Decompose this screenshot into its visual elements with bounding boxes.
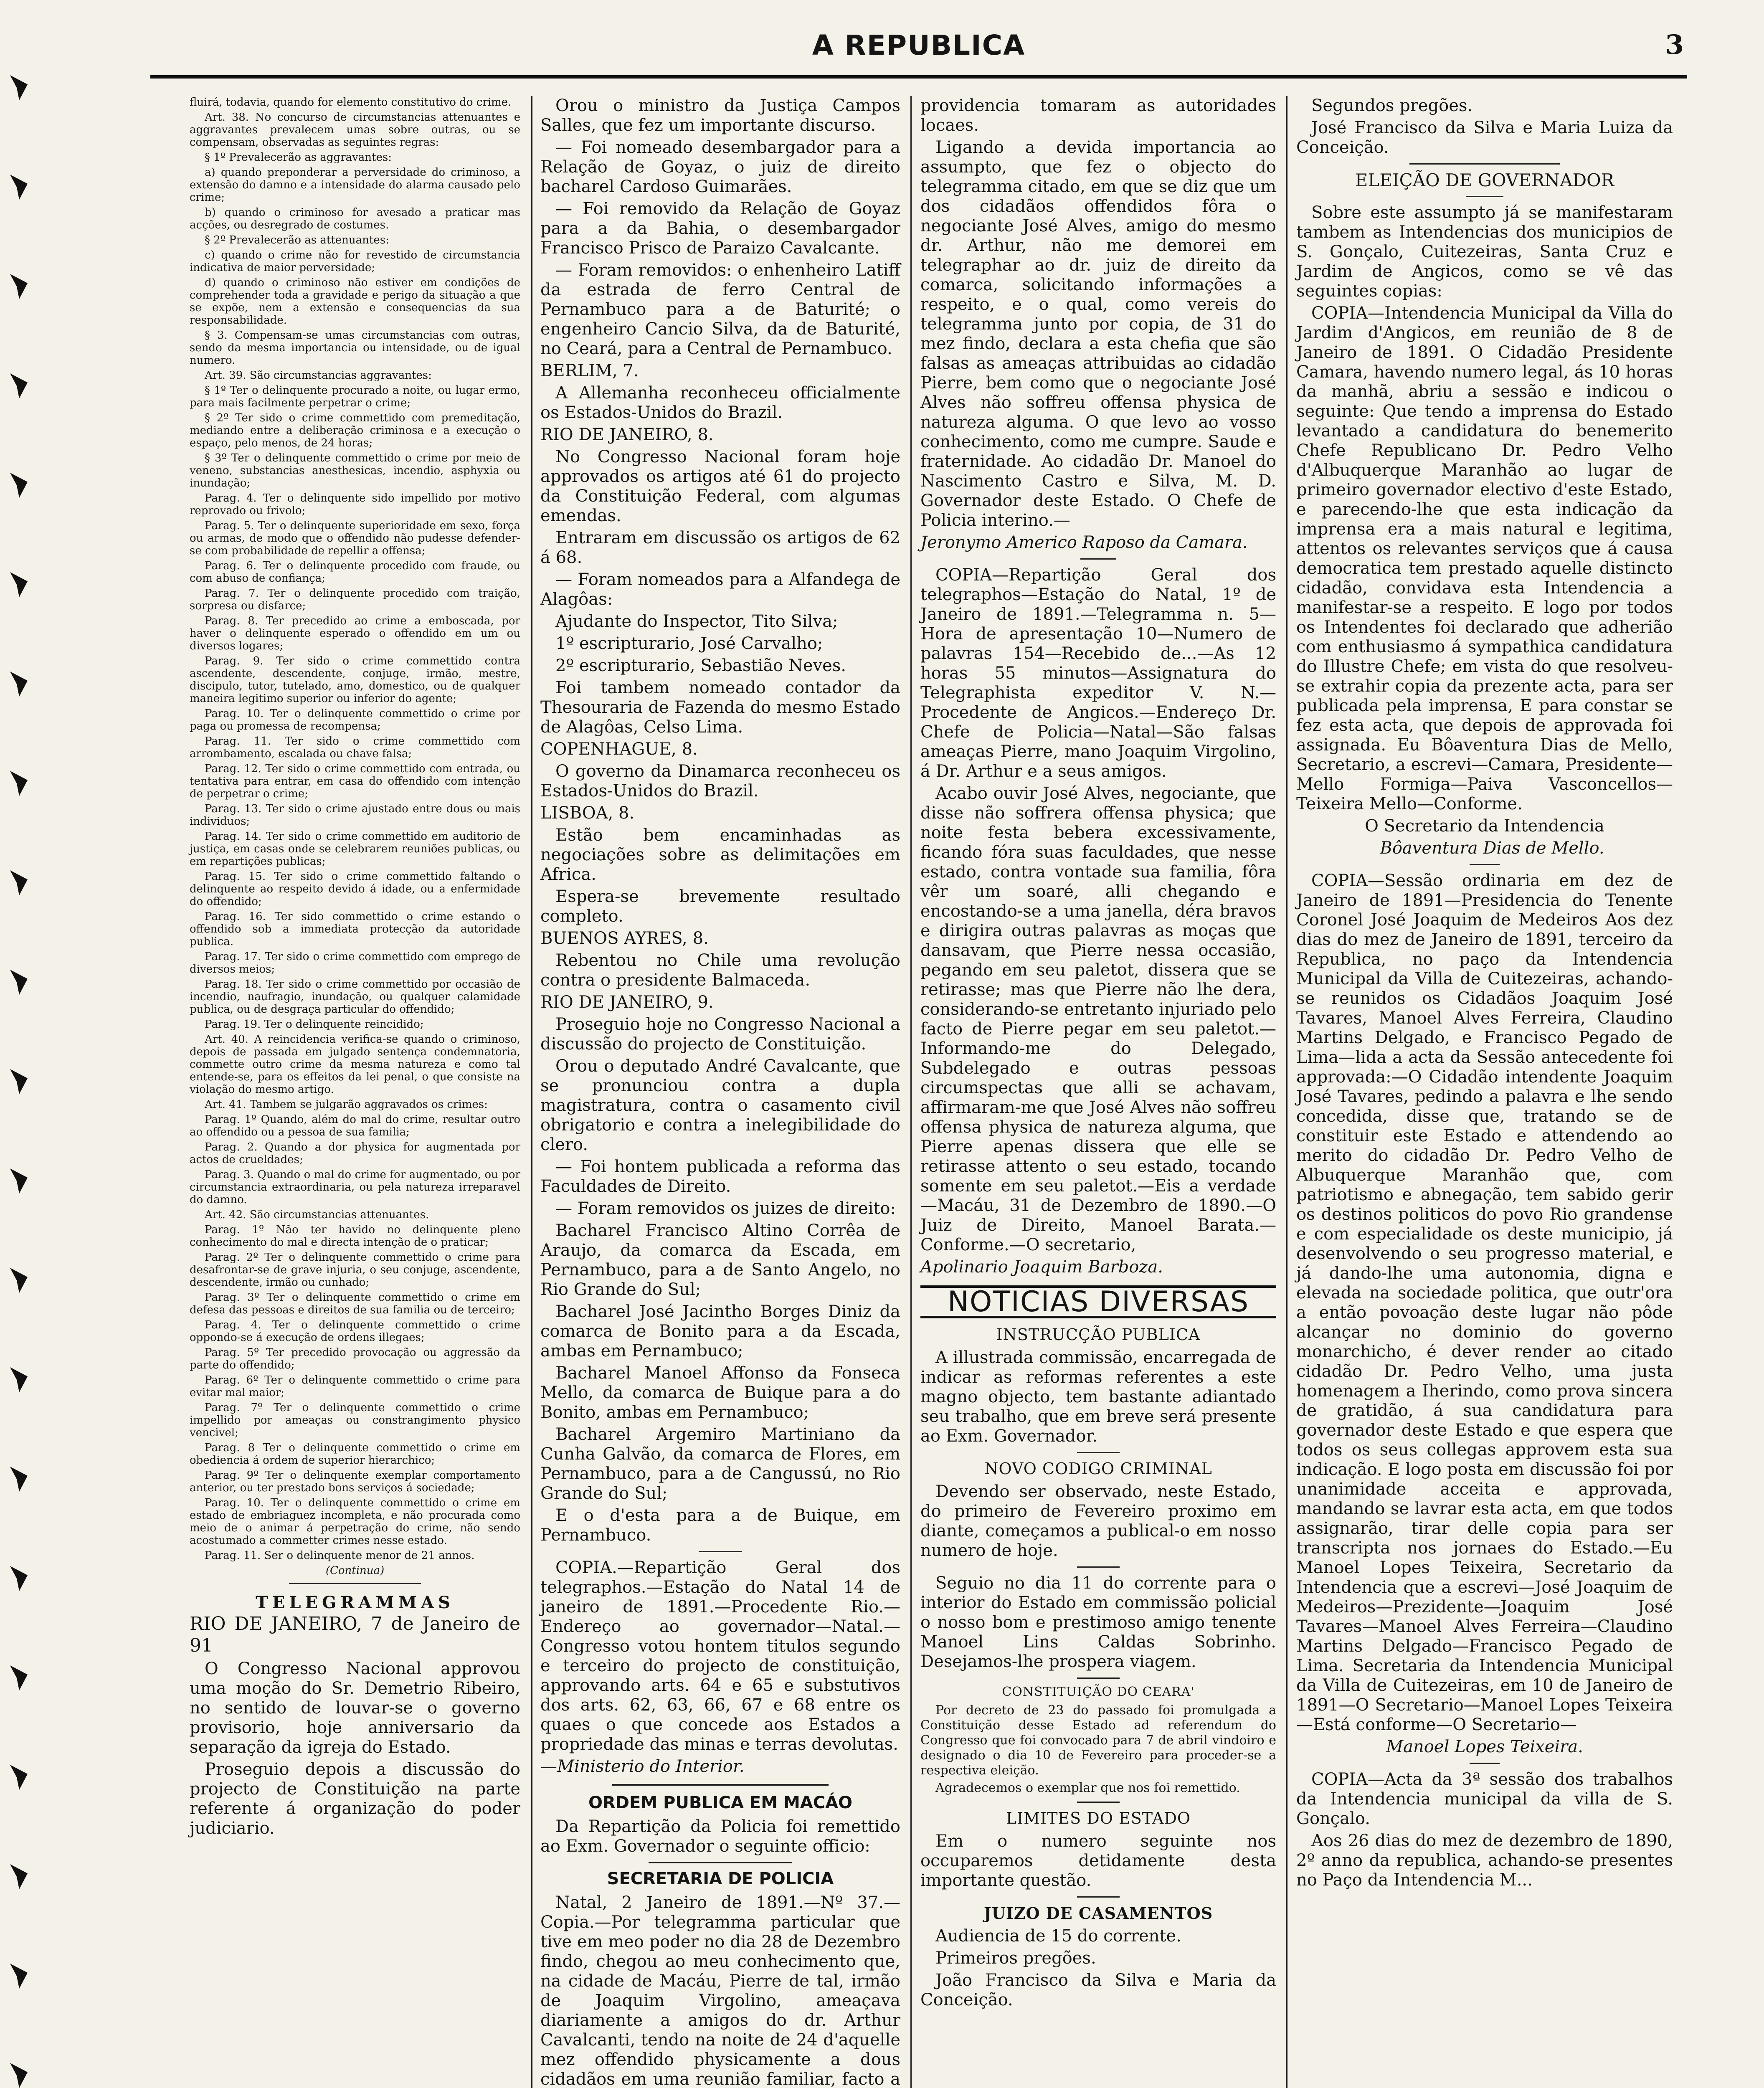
- page-header: [150, 29, 1687, 79]
- paragraph: João Francisco da Silva e Maria da Conceição.: [920, 1971, 1276, 2009]
- signature: Manoel Lopes Teixeira.: [1386, 1737, 1583, 1756]
- paragraph: Segundos pregões.: [1311, 96, 1473, 115]
- paragraph: 2º escripturario, Sebastião Neves.: [555, 656, 847, 675]
- column-1: [184, 96, 526, 2088]
- section-heading: ELEIÇÃO DE GOVERNADOR: [1355, 170, 1614, 190]
- paragraph: A Allemanha reconheceu officialmente os Estados-Unidos do Brazil.: [540, 383, 900, 422]
- page-number: 3: [1665, 29, 1684, 61]
- paragraph: Parag. 16. Ter sido commettido o crime estando o offendido sob a immediata protecção da autoridade publica.: [190, 910, 520, 948]
- section-heading: INSTRUCÇÃO PUBLICA: [996, 1325, 1201, 1344]
- continua-note: (Continua): [325, 1564, 385, 1577]
- paragraph: Acabo ouvir José Alves, negociante, que disse não soffrera offensa physica; que noite festa bebera excessivamente, ficando fóra suas faculdades, que nesse estado, contra vontade sua familia, fôra vêr um soaré, alli chegando e encostando-se a uma janella, déra bravos e dirigira outras palavras as moças que dansavam, que Pierre nessa occasião, pegando em seu paletot, dissera que se retirasse; mas que Pierre não lhe dera, considerando-se entretanto injuriado pelo facto de Pierre pegar em seu paletot.— Informando-me do Delegado, Subdelegado e outras pessoas circumspectas que alli se achavam, affirmaram-me que José Alves não soffreu offensa physica de natureza alguma, que Pierre apenas dissera que elle se retirasse attento o seu estado, tocando somente em seu paletot.—Eis a verdade—Macáu, 31 de Dezembro de 1890.—O Juiz de Direito, Manoel Barata.—Conforme.—O secretario,: [920, 784, 1276, 1254]
- paragraph: Bacharel José Jacintho Borges Diniz da comarca de Bonito para a da Escada, ambas em Pernambuco;: [540, 1302, 900, 1361]
- paragraph: Parag. 11. Ter sido o crime commettido com arrombamento, escalada ou chave falsa;: [190, 735, 520, 760]
- paragraph: — Foram nomeados para a Alfandega de Alagôas:: [540, 570, 900, 609]
- paragraph: Orou o deputado André Cavalcante, que se pronunciou contra a dupla magistratura, contra o casamento civil obrigatorio e contra a inelegibilidade do clero.: [540, 1057, 900, 1154]
- stitch-mark-icon: [9, 2063, 28, 2088]
- section-heading: NOVO CODIGO CRIMINAL: [984, 1460, 1212, 1478]
- paragraph: fluirá, todavia, quando for elemento constitutivo do crime.: [190, 96, 512, 109]
- divider: [1409, 163, 1560, 165]
- paragraph: Parag. 11. Ser o delinquente menor de 21 annos.: [205, 1549, 475, 1562]
- stitch-mark-icon: [9, 1467, 28, 1492]
- stitch-mark-icon: [9, 870, 28, 895]
- stitch-mark-icon: [9, 970, 28, 995]
- divider: [1080, 558, 1116, 560]
- paragraph: — Foi hontem publicada a reforma das Faculdades de Direito.: [540, 1157, 900, 1196]
- paragraph: No Congresso Nacional foram hoje approvados os artigos até 61 do projecto da Constituição Federal, com algumas emendas.: [540, 447, 900, 525]
- paragraph: COPIA—Repartição Geral dos telegraphos—Estação do Natal, 1º de Janeiro de 1891.—Telegramma n. 5—Hora de apresentação 10—Numero de palavras 154—Recebido de...—As 12 horas 55 minutos—Assignatura do Telegraphista expeditor V. N.—Procedente de Angicos.—Endereço Dr. Chefe de Policia—Natal—São falsas ameaças Pierre, mano Joaquim Virgolino, á Dr. Arthur e a seus amigos.: [920, 565, 1276, 781]
- paragraph: Parag. 9º Ter o delinquente exemplar comportamento anterior, ou ter prestado bons serviços á sociedade;: [190, 1469, 520, 1494]
- paragraph: A illustrada commissão, encarregada de indicar as reformas referentes a este magno objecto, tem bastante adiantado seu trabalho, que em breve será presente ao Exm. Governador.: [920, 1348, 1276, 1446]
- paragraph: Art. 42. São circumstancias attenuantes.: [205, 1209, 429, 1221]
- paragraph: Bacharel Argemiro Martiniano da Cunha Galvão, da comarca de Flores, em Pernambuco, para a de Cangussú, no Rio Grande do Sul;: [540, 1425, 900, 1503]
- stitch-mark-icon: [9, 1964, 28, 1989]
- paragraph: Proseguio depois a discussão do projecto de Constituição na parte referente á organização do poder judiciario.: [190, 1760, 520, 1838]
- paragraph: Em o numero seguinte nos occuparemos detidamente desta importante questão.: [920, 1832, 1276, 1890]
- divider: [1470, 1763, 1500, 1764]
- paragraph: Parag. 6. Ter o delinquente procedido com fraude, ou com abuso de confiança;: [190, 560, 520, 585]
- paragraph: O Secretario da Intendencia: [1365, 816, 1604, 836]
- column-rule: [1286, 96, 1288, 2088]
- paragraph: Seguio no dia 11 do corrente para o interior do Estado em commissão policial o nosso bom e prestimoso amigo tenente Manoel Lins Caldas Sobrinho. Desejamos-lhe prospera viagem.: [920, 1574, 1276, 1671]
- stitch-mark-icon: [9, 672, 28, 697]
- paragraph: § 3. Compensam-se umas circumstancias com outras, sendo da mesma importancia ou intensidade, ou de igual numero.: [190, 329, 520, 367]
- paragraph: Parag. 13. Ter sido o crime ajustado entre dous ou mais individuos;: [190, 803, 520, 828]
- paragraph: Parag. 2. Quando a dor physica for augmentada por actos de crueldades;: [190, 1141, 520, 1166]
- paragraph: Art. 38. No concurso de circumstancias attenuantes e aggravantes prevalecem umas sobre outras, ou se compensam, observadas as seguintes regras:: [190, 111, 520, 149]
- paragraph: Parag. 9. Ter sido o crime commettido contra ascendente, descendente, conjuge, irmão, mestre, discipulo, tutor, tutelado, amo, domestico, ou de qualquer maneira legitimo superior ou inferior do agente;: [190, 655, 520, 705]
- paragraph: Por decreto de 23 do passado foi promulgada a Constituição desse Estado ad referendum do Congresso que foi convocado para 7 de abril vindoiro e designado o dia 10 de Fevereiro para proceder-se a respectiva eleição.: [920, 1703, 1276, 1778]
- telegrammas-heading: TELEGRAMMAS: [256, 1593, 454, 1612]
- column-rule: [531, 96, 532, 2088]
- paragraph: Aos 26 dias do mez de dezembro de 1890, 2º anno da republica, achando-se presentes no Paço da Intendencia M...: [1296, 1831, 1673, 1890]
- column-rule: [910, 96, 912, 2088]
- paragraph: Parag. 5º Ter precedido provocação ou aggressão da parte do offendido;: [190, 1346, 520, 1371]
- paragraph: COPIA—Sessão ordinaria em dez de Janeiro de 1891—Presidencia do Tenente Coronel José Joaquim de Medeiros Aos dez dias do mez de Janeiro de 1891, terceiro da Republica, no paço da Intendencia Municipal da Villa de Cuitezeiras, achando-se reunidos os Cidadãos Joaquim José Tavares, Manoel Alves Ferreira, Claudino Martins Delgado, e Francisco Pegado de Lima—lida a acta da Sessão antecedente foi approvada:—O Cidadão intendente Joaquim José Tavares, pedindo a palavra e lhe sendo concedida, disse que, tratando se de constituir este Estado e attendendo ao merito do cidadão Dr. Pedro Velho de Albuquerque Maranhão que, com patriotismo e abnegação, tem sabido gerir os destinos politicos do povo Rio grandense e com especialidade os deste municipio, já desenvolvendo o seu progresso material, e já dando-lhe uma autonomia, digna e elevada na sociedade politica, que outr'ora a então povoação deste lugar não pôde alcançar no dominio do governo monarchicho, é dever render ao citado cidadão Dr. Pedro Velho, uma justa homenagem a Iherindo, como prova sincera de gratidão, á sua candidatura para governador deste Estado e que espera que todos os seus collegas approvem esta sua indicação. E logo posta em discussão foi por unanimidade acceita e approvada, mandando se lavrar esta acta, em que todos assignarão, tirar delle copia para ser transcripta nos jornaes do Estado.—Eu Manoel Lopes Teixeira, Secretario da Intendencia que a escrevi—José Joaquim de Medeiros—Prezidente—Joaquim José Tavares—Manoel Alves Ferreira—Claudino Martins Delgado—Francisco Pegado de Lima. Secretaria da Intendencia Municipal da Villa de Cuitezeiras, em 10 de Janeiro de 1891—O Secretario—Manoel Lopes Teixeira—Está conforme—O Secretario—: [1296, 871, 1673, 1734]
- paragraph: Entraram em discussão os artigos de 62 á 68.: [540, 528, 900, 567]
- paragraph: Agradecemos o exemplar que nos foi remettido.: [935, 1781, 1240, 1795]
- stitch-mark-icon: [9, 1268, 28, 1293]
- paragraph: Ajudante do Inspector, Tito Silva;: [555, 612, 838, 631]
- paragraph: Da Repartição da Policia foi remettido ao Exm. Governador o seguinte officio:: [540, 1817, 900, 1856]
- paragraph: Art. 41. Tambem se julgarão aggravados os crimes:: [205, 1098, 488, 1111]
- paragraph: § 1º Prevalecerão as aggravantes:: [205, 151, 392, 164]
- stitch-mark-icon: [9, 1765, 28, 1790]
- stitch-mark-icon: [9, 1168, 28, 1194]
- paragraph: Estão bem encaminhadas as negociações sobre as delimitações em Africa.: [540, 826, 900, 884]
- paragraph: Orou o ministro da Justiça Campos Salles, que fez um importante discurso.: [540, 96, 900, 135]
- paragraph: a) quando preponderar a perversidade do criminoso, a extensão do damno e a intensidade do alarma causado pelo crime;: [190, 166, 520, 204]
- divider: [699, 1551, 742, 1552]
- paragraph: E o d'esta para a de Buique, em Pernambuco.: [540, 1506, 900, 1545]
- paragraph: Rebentou no Chile uma revolução contra o presidente Balmaceda.: [540, 951, 900, 990]
- divider: [1077, 1802, 1120, 1803]
- dateline: COPENHAGUE, 8.: [540, 740, 698, 759]
- divider: [649, 1862, 793, 1863]
- dateline: BUENOS AYRES, 8.: [540, 929, 709, 948]
- paragraph: Devendo ser observado, neste Estado, do primeiro de Fevereiro proximo em diante, começamos a publical-o em nosso numero de hoje.: [920, 1482, 1276, 1560]
- paragraph: Primeiros pregões.: [935, 1949, 1096, 1968]
- binding-stitches: [0, 75, 50, 2088]
- section-heading: ORDEM PUBLICA EM MACÁO: [588, 1793, 853, 1812]
- paragraph: d) quando o criminoso não estiver em condições de comprehender toda a gravidade e perigo da situação a que se expõe, nem a extensão e consequencias da sua responsabilidade.: [190, 276, 520, 327]
- section-heading: JUIZO DE CASAMENTOS: [983, 1904, 1213, 1923]
- divider: [1077, 1566, 1120, 1568]
- paragraph: Parag. 19. Ter o delinquente reincidido;: [205, 1018, 424, 1031]
- paragraph: COPIA—Intendencia Municipal da Villa do Jardim d'Angicos, em reunião de 8 de Janeiro de 1891. O Cidadão Presidente Camara, havendo numero legal, ás 10 horas da manhã, abriu a sessão e indicou o seguinte: Que tendo a imprensa do Estado levantado a candidatura do benemerito Chefe Republicano Dr. Pedro Velho d'Albuquerque Maranhão ao lugar de primeiro governador electivo d'este Estado, e parecendo-lhe que esta indicação da imprensa era a mais natural e legitima, attentos os relevantes serviços que á causa democratica tem prestado aquelle distincto cidadão, convidava esta Intendencia a manifestar-se a respeito. E logo por todos os Intendentes foi declarado que adherião com enthusiasmo á sympathica candidatura do Illustre Chefe; em vista do que resolveu-se extrahir copia da prezente acta, para ser publicada pela imprensa, E para constar se fez esta acta, que depois de approvada foi assignada. Eu Bôaventura Dias de Mello, Secretario, a escrevi—Camara, Presidente—Mello Formiga—Paiva Vasconcellos—Teixeira Mello—Conforme.: [1296, 304, 1673, 813]
- paragraph: Parag. 5. Ter o delinquente superioridade em sexo, força ou armas, de modo que o offendido não pudesse defender-se com probabilidade de repellir a offensa;: [190, 519, 520, 557]
- paragraph: Parag. 17. Ter sido o crime commettido com emprego de diversos meios;: [190, 950, 520, 976]
- paragraph: Parag. 3. Quando o mal do crime for augmentado, ou por circumstancia extraordinaria, ou pela natureza irreparavel do damno.: [190, 1168, 520, 1206]
- column-2: [535, 96, 906, 2088]
- divider: [1466, 196, 1503, 197]
- paragraph: § 3º Ter o delinquente commettido o crime por meio de veneno, substancias anesthesicas, incendio, asphyxia ou inundação;: [190, 452, 520, 489]
- paragraph: 1º escripturario, José Carvalho;: [555, 634, 823, 653]
- paragraph: Parag. 18. Ter sido o crime commettido por occasião de incendio, naufragio, inundação, ou qualquer calamidade publica, ou de desgraça particular do offendido;: [190, 978, 520, 1016]
- paragraph: § 2º Ter sido o crime commettido com premeditação, mediando entre a deliberação criminosa e a execução o espaço, pelo menos, de 24 horas;: [190, 412, 520, 449]
- paragraph: Audiencia de 15 do corrente.: [935, 1926, 1181, 1946]
- divider: [612, 1784, 828, 1786]
- dateline: RIO DE JANEIRO, 7 de Janeiro de 91: [190, 1613, 520, 1656]
- noticias-heading: NOTICIAS DIVERSAS: [920, 1285, 1276, 1318]
- paragraph: Parag. 15. Ter sido o crime commettido faltando o delinquente ao respeito devido á idade, ou a enfermidade do offendido;: [190, 870, 520, 908]
- stitch-mark-icon: [9, 771, 28, 796]
- column-3: [915, 96, 1282, 2088]
- stitch-mark-icon: [9, 1069, 28, 1094]
- paragraph: Parag. 7º Ter o delinquente commettido o crime impellido por ameaças ou constrangimento physico vencivel;: [190, 1401, 520, 1439]
- divider: [1470, 864, 1500, 865]
- paragraph: Parag. 8. Ter precedido ao crime a emboscada, por haver o delinquente esperado o offendido em um ou diversos logares;: [190, 615, 520, 652]
- column-4: [1290, 96, 1679, 2088]
- paragraph: COPIA.—Repartição Geral dos telegraphos.—Estação do Natal 14 de janeiro de 1891.—Procedente Rio.—Endereço ao governador—Natal.—Congresso votou hontem titulos segundo e terceiro do projecto de constituição, approvando arts. 64 e 65 e substutivos dos arts. 62, 63, 66, 67 e 68 entre os quaes o que concede aos Estados a propriedade das minas e terras devolutas.: [540, 1558, 900, 1754]
- signature: Jeronymo Americo Raposo da Camara.: [920, 533, 1248, 552]
- divider: [289, 1583, 421, 1584]
- paragraph: José Francisco da Silva e Maria Luiza da Conceição.: [1296, 118, 1673, 157]
- paragraph: Parag. 7. Ter o delinquente procedido com traição, sorpresa ou disfarce;: [190, 587, 520, 612]
- paragraph: — Foi removido da Relação de Goyaz para a da Bahia, o desembargador Francisco Prisco de Paraizo Cavalcante.: [540, 199, 900, 258]
- paragraph: O governo da Dinamarca reconheceu os Estados-Unidos do Brazil.: [540, 762, 900, 801]
- stitch-mark-icon: [9, 572, 28, 597]
- section-heading: LIMITES DO ESTADO: [1006, 1809, 1191, 1827]
- divider: [1077, 1677, 1120, 1679]
- paragraph: Sobre este assumpto já se manifestaram tambem as Intendencias dos municipios de S. Gonçalo, Cuitezeiras, Santa Cruz e Jardim de Angicos, como se vê das seguintes copias:: [1296, 203, 1673, 301]
- paragraph: Parag. 1º Quando, além do mal do crime, resultar outro ao offendido ou a pessoa de sua familia;: [190, 1113, 520, 1138]
- paragraph: Natal, 2 Janeiro de 1891.—Nº 37.—Copia.—Por telegramma particular que tive em meo poder no dia 28 de Dezembro findo, chegou ao meu conhecimento que, na cidade de Macáu, Pierre de tal, irmão de Joaquim Virgolino, ameaçava diariamente a amigos do dr. Arthur Cavalcanti, tendo na noite de 24 d'aquelle mez offendido physicamente a dous cidadãos em uma reunião familiar, facto a: [540, 1893, 900, 2088]
- paragraph: providencia tomaram as autoridades locaes.: [920, 96, 1276, 135]
- paragraph: Art. 39. São circumstancias aggravantes:: [205, 369, 432, 382]
- dateline: BERLIM, 7.: [540, 361, 639, 380]
- signature: Apolinario Joaquim Barboza.: [920, 1257, 1163, 1277]
- divider: [1077, 1452, 1120, 1453]
- paragraph: O Congresso Nacional approvou uma moção do Sr. Demetrio Ribeiro, no sentido de louvar-se o governo provisorio, hoje anniversario da separação da igreja do Estado.: [190, 1659, 520, 1757]
- signature: —Ministerio do Interior.: [540, 1757, 745, 1776]
- paragraph: Art. 40. A reincidencia verifica-se quando o criminoso, depois de passada em julgado sentença condemnatoria, commette outro crime da mesma natureza e como tal entende-se, para os effeitos da lei penal, o que consiste na violação do mesmo artigo.: [190, 1033, 520, 1096]
- paragraph: Proseguio hoje no Congresso Nacional a discussão do projecto de Constituição.: [540, 1015, 900, 1054]
- paragraph: — Foi nomeado desembargador para a Relação de Goyaz, o juiz de direito bacharel Cardoso Guimarães.: [540, 138, 900, 196]
- paragraph: Parag. 10. Ter o delinquente commettido o crime por paga ou promessa de recompensa;: [190, 707, 520, 732]
- paragraph: — Foram removidos os juizes de direito:: [555, 1199, 896, 1218]
- paragraph: Ligando a devida importancia ao assumpto, que fez o objecto do telegramma citado, em que se diz que um dos cidadãos offendidos fôra o negociante José Alves, amigo do mesmo dr. Arthur, não me demorei em telegraphar ao dr. juiz de direito da comarca, solicitando informações a respeito, e o qual, como vereis do telegramma junto por copia, de 31 do mez findo, declara a esta chefia que são falsas as ameaças attribuidas ao cidadão Pierre, bem como que o negociante José Alves não soffreu offensa physica de natureza alguma. O que levo ao vosso conhecimento, como me cumpre. Saude e fraternidade. Ao cidadão Dr. Manoel do Nascimento Castro e Silva, M. D. Governador deste Estado. O Chefe de Policia interino.—: [920, 138, 1276, 530]
- paragraph: Parag. 12. Ter sido o crime commettido com entrada, ou tentativa para entrar, em casa do offendido com intenção de perpetrar o crime;: [190, 763, 520, 800]
- stitch-mark-icon: [9, 1665, 28, 1690]
- stitch-mark-icon: [9, 1864, 28, 1889]
- stitch-mark-icon: [9, 1566, 28, 1591]
- stitch-mark-icon: [9, 274, 28, 299]
- stitch-mark-icon: [9, 473, 28, 498]
- paragraph: — Foram removidos: o enhenheiro Latiff da estrada de ferro Central de Pernambuco para a de Baturité; o engenheiro Cancio Silva, da de Baturité, no Ceará, para a Central de Pernambuco.: [540, 261, 900, 358]
- divider: [1077, 1896, 1120, 1898]
- stitch-mark-icon: [9, 1367, 28, 1392]
- paragraph: Parag. 10. Ter o delinquente commettido o crime em estado de embriaguez incompleta, e não procurada como meio de o animar á perpetração do crime, não sendo acostumado a commetter crimes nesse estado.: [190, 1497, 520, 1547]
- paragraph: Parag. 14. Ter sido o crime commettido em auditorio de justiça, em casas onde se celebrarem reuniões publicas, ou em repartições publicas;: [190, 830, 520, 868]
- paragraph: COPIA—Acta da 3ª sessão dos trabalhos da Intendencia municipal da villa de S. Gonçalo.: [1296, 1770, 1673, 1828]
- stitch-mark-icon: [9, 75, 28, 100]
- dateline: RIO DE JANEIRO, 9.: [540, 993, 714, 1012]
- section-heading: SECRETARIA DE POLICIA: [607, 1869, 834, 1888]
- stitch-mark-icon: [9, 175, 28, 200]
- paragraph: Parag. 8 Ter o delinquente commettido o crime em obediencia á ordem de superior hierarchico;: [190, 1442, 520, 1467]
- paragraph: Espera-se brevemente resultado completo.: [540, 887, 900, 926]
- dateline: RIO DE JANEIRO, 8.: [540, 425, 714, 444]
- paragraph: b) quando o criminoso for avesado a praticar mas acções, ou desregrado de costumes.: [190, 206, 520, 231]
- signature: Bôaventura Dias de Mello.: [1380, 839, 1604, 858]
- paragraph: Parag. 4. Ter o delinquente commettido o crime oppondo-se á execução de ordens illegaes;: [190, 1319, 520, 1344]
- paragraph: Parag. 3º Ter o delinquente commettido o crime em defesa das pessoas e direitos de sua familia ou de terceiro;: [190, 1291, 520, 1316]
- masthead: A REPUBLICA: [812, 29, 1026, 61]
- paragraph: Bacharel Francisco Altino Corrêa de Araujo, da comarca da Escada, em Pernambuco, para a de Santo Angelo, no Rio Grande do Sul;: [540, 1221, 900, 1299]
- paragraph: § 2º Prevalecerão as attenuantes:: [205, 234, 389, 246]
- dateline: LISBOA, 8.: [540, 803, 635, 823]
- paragraph: Parag. 1º Não ter havido no delinquente pleno conhecimento do mal e directa intenção de o praticar;: [190, 1224, 520, 1249]
- paragraph: Parag. 4. Ter o delinquente sido impellido por motivo reprovado ou frivolo;: [190, 492, 520, 517]
- paragraph: Parag. 2º Ter o delinquente commettido o crime para desafrontar-se de grave injuria, o seu conjuge, ascendente, descendente, irmão ou cunhado;: [190, 1251, 520, 1289]
- paragraph: Parag. 6º Ter o delinquente commettido o crime para evitar mal maior;: [190, 1374, 520, 1399]
- paragraph: § 1º Ter o delinquente procurado a noite, ou lugar ermo, para mais facilmente perpetrar o crime;: [190, 384, 520, 409]
- paragraph: c) quando o crime não for revestido de circumstancia indicativa de maior perversidade;: [190, 249, 520, 274]
- paragraph: Foi tambem nomeado contador da Thesouraria de Fazenda do mesmo Estado de Alagôas, Celso Lima.: [540, 678, 900, 737]
- section-heading: CONSTITUIÇÃO DO CEARA': [1002, 1685, 1195, 1699]
- stitch-mark-icon: [9, 373, 28, 398]
- paragraph: Bacharel Manoel Affonso da Fonseca Mello, da comarca de Buique para a do Bonito, ambas em Pernambuco;: [540, 1363, 900, 1422]
